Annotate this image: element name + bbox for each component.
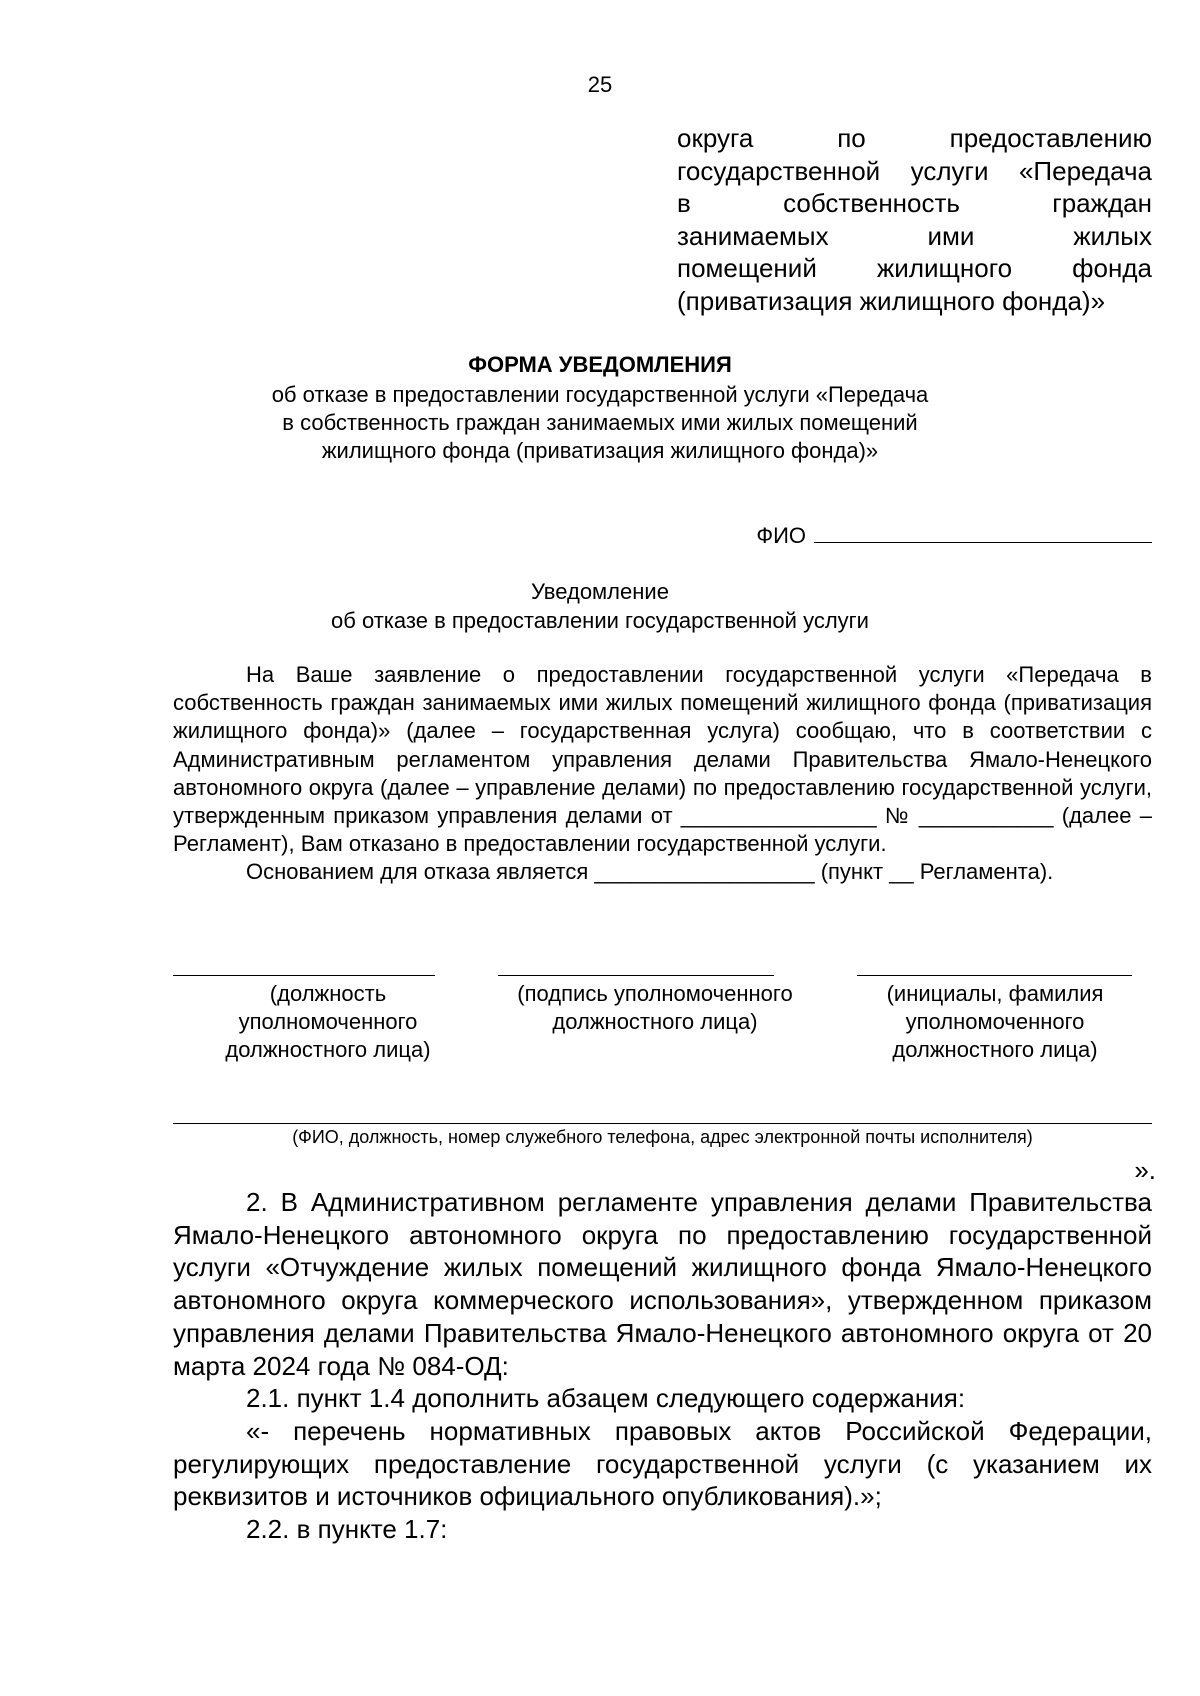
form-subtitle-line: жилищного фонда (приватизация жилищного фонда)» [321,438,879,463]
notice-body [173,661,1152,887]
caption-line: (должность [269,981,387,1006]
notice-paragraph: На Ваше заявление о предоставлении государственной услуги «Передача в собственность граждан занимаемых ими жилых помещений жилищного фонда (приватизация жилищного фонда)» (далее – государственная услуга) сообщаю, что в соответствии с Административным регламентом управления делами Правительства Ямало-Ненецкого автономного округа (далее – управление делами) по предоставлению государственной услуги, утвержденным приказом управления делами от ________________ № ___________ (далее – Регламент), Вам отказано в предоставлении государственной услуги. [173,662,1152,857]
notice-title: Уведомление [531,579,669,604]
fio-field [600,522,1152,549]
caption-line: уполномоченного [905,1009,1085,1034]
caption-line: должностного лица) [552,1009,758,1034]
header-line: (приватизация жилищного фонда)» [677,285,1106,316]
main-body [173,1186,1152,1546]
executor-line [173,1123,1152,1124]
signature-caption-name [840,980,1150,1064]
body-paragraph: 2.2. в пункте 1.7: [246,1514,448,1545]
fio-label: ФИО [756,523,806,548]
page-number: 25 [587,72,613,97]
caption-line: (подпись уполномоченного [517,981,793,1006]
signature-line-signature [498,975,774,976]
body-paragraph: «- перечень нормативных правовых актов Российской Федерации, регулирующих предоставление государственной услуги (с указанием их реквизитов и источников официального опубликования).»; [173,1415,1152,1512]
caption-line: уполномоченного [238,1009,418,1034]
form-title: ФОРМА УВЕДОМЛЕНИЯ [468,352,732,377]
body-paragraph: 2. В Административном регламенте управления делами Правительства Ямало-Ненецкого автономного округа по предоставлению государственной услуги «Отчуждение жилых помещений жилищного фонда Ямало-Ненецкого автономного округа коммерческого использования», утвержденном приказом управления делами Правительства Ямало-Ненецкого автономного округа от 20 марта 2024 года № 084-ОД: [173,1187,1152,1381]
closing-quote: ». [1134,1155,1156,1185]
fio-blank [814,522,1152,543]
body-paragraph: 2.1. пункт 1.4 дополнить абзацем следующего содержания: [246,1383,966,1414]
notice-subtitle: об отказе в предоставлении государственной услуги [331,608,869,633]
header-line: в собственность граждан [677,188,1152,218]
header-line: помещений жилищного фонда [677,253,1152,283]
caption-line: должностного лица) [892,1037,1098,1062]
notice-paragraph: Основанием для отказа является __________________ (пункт __ Регламента). [246,859,1054,885]
signature-caption-signature [490,980,820,1036]
header-block [677,122,1152,317]
form-subtitle-line: в собственность граждан занимаемых ими жилых помещений [282,410,918,435]
signature-line-position [173,975,435,976]
caption-line: (инициалы, фамилия [886,981,1104,1006]
header-line: занимаемых ими жилых [677,220,1152,251]
signature-line-name [857,975,1132,976]
form-subtitle [200,381,1000,465]
executor-caption: (ФИО, должность, номер служебного телефона, адрес электронной почты исполнителя) [292,1127,1033,1147]
signature-caption-position [173,980,483,1064]
header-line: округа по предоставлению [677,123,1152,153]
header-line: государственной услуги «Передача [677,155,1152,186]
notice-heading [200,577,1000,635]
form-subtitle-line: об отказе в предоставлении государственной услуги «Передача [271,382,929,407]
caption-line: должностного лица) [225,1037,431,1062]
